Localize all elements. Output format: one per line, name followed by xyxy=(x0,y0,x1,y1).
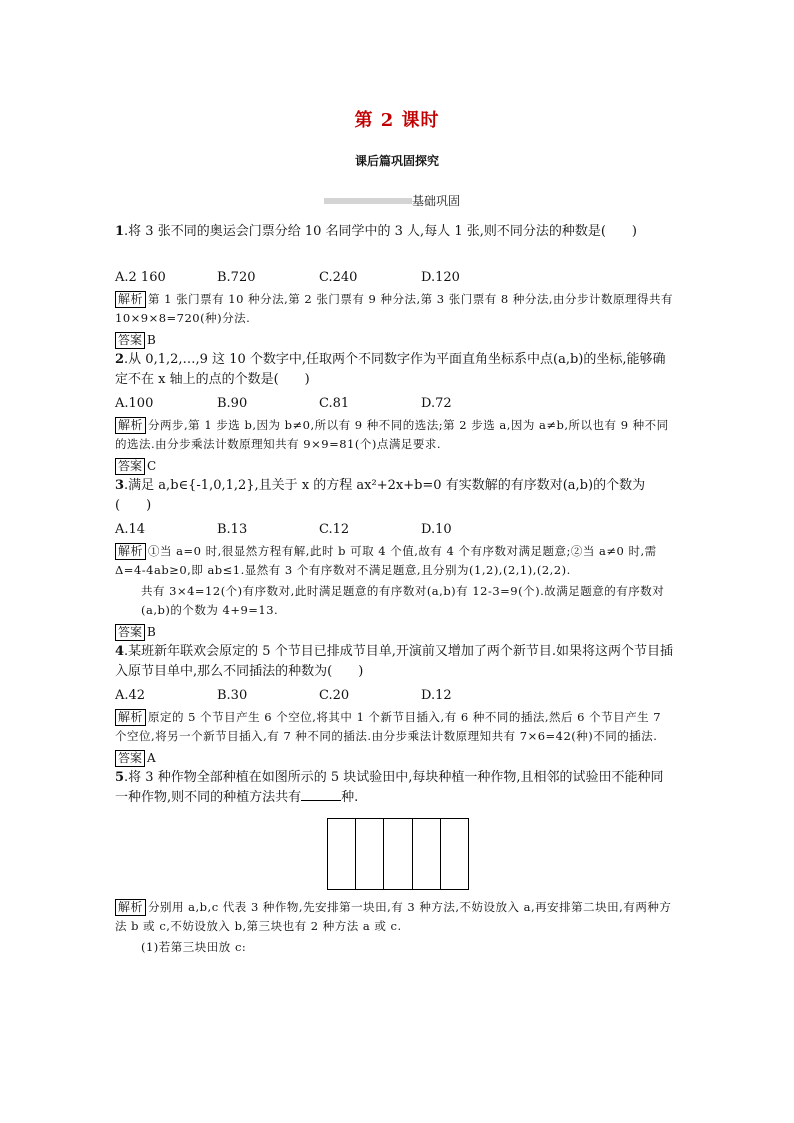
answer-blank xyxy=(301,788,341,801)
question-4 xyxy=(115,642,675,682)
answer-1 xyxy=(115,330,675,350)
solution-tag: 解析 xyxy=(115,899,146,916)
question-3 xyxy=(115,476,675,516)
question-text: .将 3 张不同的奥运会门票分给 10 名同学中的 3 人,每人 1 张,则不同分法的种数是( ) xyxy=(124,224,638,239)
page-subtitle: 课后篇巩固探究 xyxy=(354,154,439,168)
solution-text: 分别用 a,b,c 代表 3 种作物,先安排第一块田,有 3 种方法,不妨设放入 a,再安排第二块田,有两种方法 b 或 c,不妨设放入 b,第三块也有 2 种方法 a 或 c. xyxy=(115,900,672,933)
option-c: C.20 xyxy=(319,688,350,703)
question-2 xyxy=(115,350,675,390)
question-text: .满足 a,b∈{-1,0,1,2},且关于 x 的方程 ax²+2x+b=0 有实数解的有序数对(a,b)的个数为( ) xyxy=(115,478,646,513)
solution-text: 原定的 5 个节目产生 6 个空位,将其中 1 个新节目插入,有 6 种不同的插法,然后 6 个节目产生 7 个空位,将另一个新节目插入,有 7 种不同的插法.由分步乘法计数原理知共有 7×6=42(种)不同的插法. xyxy=(115,710,662,743)
question-number: 5 xyxy=(115,770,125,785)
answer-value: B xyxy=(147,333,156,347)
solution-3 xyxy=(115,542,675,580)
answer-value: A xyxy=(147,751,156,765)
option-a: A.100 xyxy=(115,396,154,411)
answer-tag: 答案 xyxy=(115,458,145,475)
field-cell xyxy=(384,819,412,889)
answer-value: B xyxy=(147,625,156,639)
option-a: A.42 xyxy=(115,688,146,703)
question-5 xyxy=(115,768,675,808)
question-text: .从 0,1,2,…,9 这 10 个数字中,任取两个不同数字作为平面直角坐标系中点(a,b)的坐标,能够确定不在 x 轴上的点的个数是( ) xyxy=(115,352,666,387)
question-text: .某班新年联欢会原定的 5 个节目已排成节目单,开演前又增加了两个新节目.如果将这两个节目插入原节目单中,那么不同插法的种数为( ) xyxy=(115,644,673,679)
solution-text: ①当 a=0 时,很显然方程有解,此时 b 可取 4 个值,故有 4 个有序数对满足题意;②当 a≠0 时,需 Δ=4-4ab≥0,即 ab≤1.显然有 3 个有序数对不满足题意,且分别为(1,2),(2,1),(2,2). xyxy=(115,544,657,577)
options xyxy=(115,686,675,706)
field-cell xyxy=(441,819,468,889)
questions xyxy=(115,222,675,957)
option-d: D.120 xyxy=(421,270,460,285)
solution-5 xyxy=(115,898,675,936)
solution-tag: 解析 xyxy=(115,417,146,434)
page-title: 第 2 课时 xyxy=(354,110,440,131)
option-d: D.72 xyxy=(421,396,452,411)
options xyxy=(115,520,675,540)
solution-2 xyxy=(115,416,675,454)
answer-tag: 答案 xyxy=(115,750,145,767)
answer-value: C xyxy=(147,459,157,473)
solution-tag: 解析 xyxy=(115,543,146,560)
question-number: 4 xyxy=(115,644,125,659)
solution-text: 分两步,第 1 步选 b,因为 b≠0,所以有 9 种不同的选法;第 2 步选 a,因为 a≠b,所以也有 9 种不同的选法.由分步乘法计数原理知共有 9×9=81(个)点满足要求. xyxy=(115,418,669,451)
section-label: 基础巩固 xyxy=(412,194,461,208)
solution-4 xyxy=(115,708,675,746)
answer-tag: 答案 xyxy=(115,624,145,641)
question-text: .将 3 种作物全部种植在如图所示的 5 块试验田中,每块种植一种作物,且相邻的试验田不能种同一种作物,则不同的种植方法共有 xyxy=(115,770,664,805)
solution-3-continued: 共有 3×4=12(个)有序数对,此时满足题意的有序数对(a,b)有 12-3=9(个).故满足题意的有序数对(a,b)的个数为 4+9=13. xyxy=(141,584,665,617)
options xyxy=(115,394,675,414)
question-number: 2 xyxy=(115,352,125,367)
option-c: C.81 xyxy=(319,396,350,411)
option-b: B.720 xyxy=(217,270,256,285)
answer-tag: 答案 xyxy=(115,332,145,349)
question-text-end: 种. xyxy=(341,790,359,805)
option-b: B.13 xyxy=(217,522,248,537)
solution-tag: 解析 xyxy=(115,709,146,726)
question-number: 1 xyxy=(115,224,125,239)
question-number: 3 xyxy=(115,478,125,493)
options xyxy=(115,268,675,288)
answer-2 xyxy=(115,456,675,476)
answer-4 xyxy=(115,748,675,768)
option-d: D.10 xyxy=(421,522,452,537)
option-d: D.12 xyxy=(421,688,452,703)
option-a: A.2 160 xyxy=(115,270,166,285)
answer-3 xyxy=(115,622,675,642)
question-1 xyxy=(115,222,675,242)
field-diagram xyxy=(327,818,469,890)
option-c: C.240 xyxy=(319,270,358,285)
option-a: A.14 xyxy=(115,522,146,537)
field-cell xyxy=(413,819,441,889)
field-cell xyxy=(328,819,356,889)
section-bar xyxy=(324,198,412,204)
option-b: B.30 xyxy=(217,688,248,703)
option-c: C.12 xyxy=(319,522,350,537)
solution-text: 第 1 张门票有 10 种分法,第 2 张门票有 9 种分法,第 3 张门票有 8 种分法,由分步计数原理得共有 10×9×8=720(种)分法. xyxy=(115,292,674,325)
solution-1 xyxy=(115,290,675,328)
solution-5-case-1: (1)若第三块田放 c: xyxy=(141,940,247,954)
option-b: B.90 xyxy=(217,396,248,411)
solution-tag: 解析 xyxy=(115,291,146,308)
field-cell xyxy=(356,819,384,889)
